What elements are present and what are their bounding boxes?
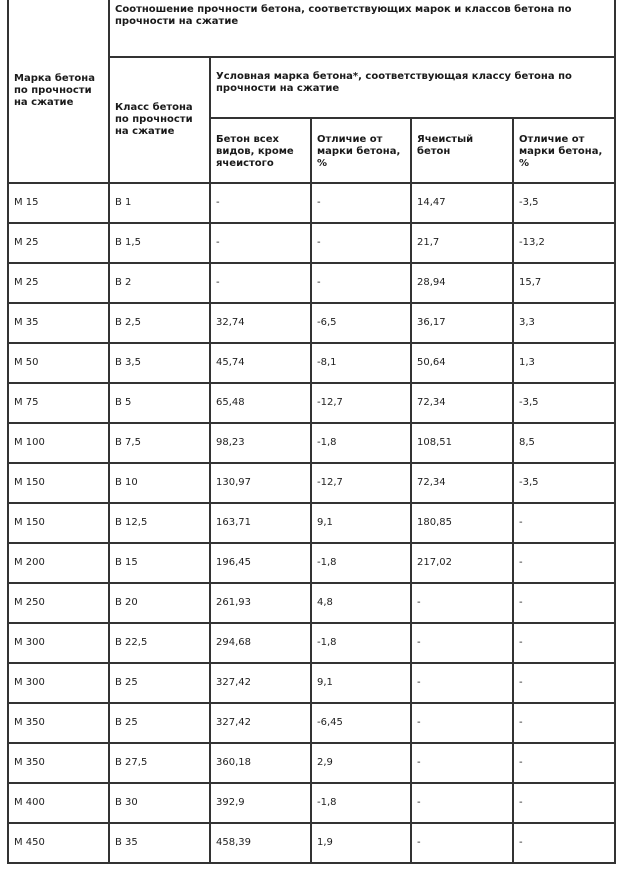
- cell-cellular: -: [411, 783, 513, 823]
- cell-class: В 20: [109, 583, 210, 623]
- cell-cellular: -: [411, 583, 513, 623]
- header-subgroup-title: Условная марка бетона*, соответствующая классу бетона по прочности на сжатие: [210, 57, 615, 118]
- table-row: [8, 663, 615, 703]
- cell-diff-1: -12,7: [311, 463, 411, 503]
- cell-diff-1: -1,8: [311, 623, 411, 663]
- cell-mark: М 75: [8, 383, 109, 423]
- cell-cellular: 180,85: [411, 503, 513, 543]
- cell-class: В 12,5: [109, 503, 210, 543]
- cell-diff-1: 4,8: [311, 583, 411, 623]
- cell-cellular: 14,47: [411, 183, 513, 223]
- cell-class: В 1,5: [109, 223, 210, 263]
- cell-diff-2: -: [513, 743, 615, 783]
- cell-diff-1: -8,1: [311, 343, 411, 383]
- table-row: [8, 183, 615, 223]
- cell-all-types: 196,45: [210, 543, 311, 583]
- cell-mark: М 350: [8, 703, 109, 743]
- cell-all-types: -: [210, 223, 311, 263]
- cell-mark: М 200: [8, 543, 109, 583]
- cell-cellular: 72,34: [411, 463, 513, 503]
- cell-class: В 2: [109, 263, 210, 303]
- cell-cellular: -: [411, 663, 513, 703]
- table-row: [8, 423, 615, 463]
- cell-diff-2: -: [513, 583, 615, 623]
- cell-mark: М 350: [8, 743, 109, 783]
- table-row: [8, 703, 615, 743]
- cell-class: В 25: [109, 663, 210, 703]
- cell-diff-1: -: [311, 223, 411, 263]
- cell-cellular: 217,02: [411, 543, 513, 583]
- cell-mark: М 25: [8, 263, 109, 303]
- cell-diff-2: -: [513, 703, 615, 743]
- cell-diff-1: 9,1: [311, 503, 411, 543]
- cell-all-types: 360,18: [210, 743, 311, 783]
- cell-all-types: 327,42: [210, 703, 311, 743]
- cell-diff-1: 2,9: [311, 743, 411, 783]
- header-diff-1: Отличие от марки бетона, %: [311, 118, 411, 183]
- cell-class: В 10: [109, 463, 210, 503]
- cell-cellular: 36,17: [411, 303, 513, 343]
- cell-all-types: 458,39: [210, 823, 311, 863]
- cell-mark: М 15: [8, 183, 109, 223]
- header-all-types: Бетон всех видов, кроме ячеистого: [210, 118, 311, 183]
- cell-diff-1: -1,8: [311, 423, 411, 463]
- header-row-1: [8, 0, 615, 57]
- cell-diff-2: -: [513, 543, 615, 583]
- table-row: [8, 383, 615, 423]
- cell-mark: М 300: [8, 623, 109, 663]
- cell-class: В 5: [109, 383, 210, 423]
- cell-diff-2: -3,5: [513, 463, 615, 503]
- cell-diff-2: -: [513, 503, 615, 543]
- cell-diff-1: -6,5: [311, 303, 411, 343]
- cell-cellular: 50,64: [411, 343, 513, 383]
- cell-all-types: 98,23: [210, 423, 311, 463]
- cell-mark: М 400: [8, 783, 109, 823]
- cell-cellular: -: [411, 703, 513, 743]
- cell-all-types: 32,74: [210, 303, 311, 343]
- header-group-title: Соотношение прочности бетона, соответствующих марок и классов бетона по прочности на сжатие: [109, 0, 615, 57]
- cell-mark: М 50: [8, 343, 109, 383]
- table-row: [8, 623, 615, 663]
- cell-class: В 27,5: [109, 743, 210, 783]
- cell-all-types: 163,71: [210, 503, 311, 543]
- table-row: [8, 543, 615, 583]
- table-row: [8, 583, 615, 623]
- cell-mark: М 150: [8, 503, 109, 543]
- cell-diff-2: 15,7: [513, 263, 615, 303]
- cell-all-types: 45,74: [210, 343, 311, 383]
- cell-class: В 25: [109, 703, 210, 743]
- cell-diff-1: 9,1: [311, 663, 411, 703]
- cell-cellular: -: [411, 743, 513, 783]
- cell-diff-1: -: [311, 263, 411, 303]
- cell-diff-1: -1,8: [311, 543, 411, 583]
- cell-class: В 7,5: [109, 423, 210, 463]
- cell-cellular: -: [411, 623, 513, 663]
- table-row: [8, 743, 615, 783]
- table-row: [8, 343, 615, 383]
- cell-mark: М 25: [8, 223, 109, 263]
- cell-diff-1: -12,7: [311, 383, 411, 423]
- cell-mark: М 450: [8, 823, 109, 863]
- cell-cellular: 72,34: [411, 383, 513, 423]
- cell-class: В 30: [109, 783, 210, 823]
- table-row: [8, 263, 615, 303]
- cell-all-types: 392,9: [210, 783, 311, 823]
- cell-all-types: -: [210, 263, 311, 303]
- cell-mark: М 35: [8, 303, 109, 343]
- cell-mark: М 300: [8, 663, 109, 703]
- cell-mark: М 150: [8, 463, 109, 503]
- cell-diff-2: 3,3: [513, 303, 615, 343]
- cell-diff-1: -6,45: [311, 703, 411, 743]
- cell-diff-1: 1,9: [311, 823, 411, 863]
- cell-diff-2: -3,5: [513, 183, 615, 223]
- header-class: Класс бетона по прочности на сжатие: [109, 57, 210, 183]
- cell-all-types: 294,68: [210, 623, 311, 663]
- cell-class: В 15: [109, 543, 210, 583]
- table-row: [8, 503, 615, 543]
- cell-class: В 35: [109, 823, 210, 863]
- header-diff-2: Отличие от марки бетона, %: [513, 118, 615, 183]
- cell-class: В 22,5: [109, 623, 210, 663]
- cell-diff-2: -3,5: [513, 383, 615, 423]
- cell-class: В 1: [109, 183, 210, 223]
- header-mark: Марка бетона по прочности на сжатие: [8, 0, 109, 183]
- table-row: [8, 463, 615, 503]
- cell-mark: М 100: [8, 423, 109, 463]
- cell-all-types: 327,42: [210, 663, 311, 703]
- table-row: [8, 823, 615, 863]
- cell-all-types: 65,48: [210, 383, 311, 423]
- table-row: [8, 783, 615, 823]
- cell-diff-1: -1,8: [311, 783, 411, 823]
- cell-all-types: -: [210, 183, 311, 223]
- cell-diff-1: -: [311, 183, 411, 223]
- cell-cellular: 21,7: [411, 223, 513, 263]
- cell-diff-2: -: [513, 823, 615, 863]
- cell-diff-2: -13,2: [513, 223, 615, 263]
- table-row: [8, 303, 615, 343]
- cell-all-types: 130,97: [210, 463, 311, 503]
- cell-class: В 3,5: [109, 343, 210, 383]
- cell-class: В 2,5: [109, 303, 210, 343]
- cell-diff-2: 1,3: [513, 343, 615, 383]
- cell-diff-2: -: [513, 663, 615, 703]
- header-cellular: Ячеистый бетон: [411, 118, 513, 183]
- cell-all-types: 261,93: [210, 583, 311, 623]
- cell-cellular: 108,51: [411, 423, 513, 463]
- concrete-strength-table: [7, 0, 616, 864]
- cell-cellular: 28,94: [411, 263, 513, 303]
- cell-cellular: -: [411, 823, 513, 863]
- cell-mark: М 250: [8, 583, 109, 623]
- table-row: [8, 223, 615, 263]
- cell-diff-2: -: [513, 623, 615, 663]
- cell-diff-2: 8,5: [513, 423, 615, 463]
- cell-diff-2: -: [513, 783, 615, 823]
